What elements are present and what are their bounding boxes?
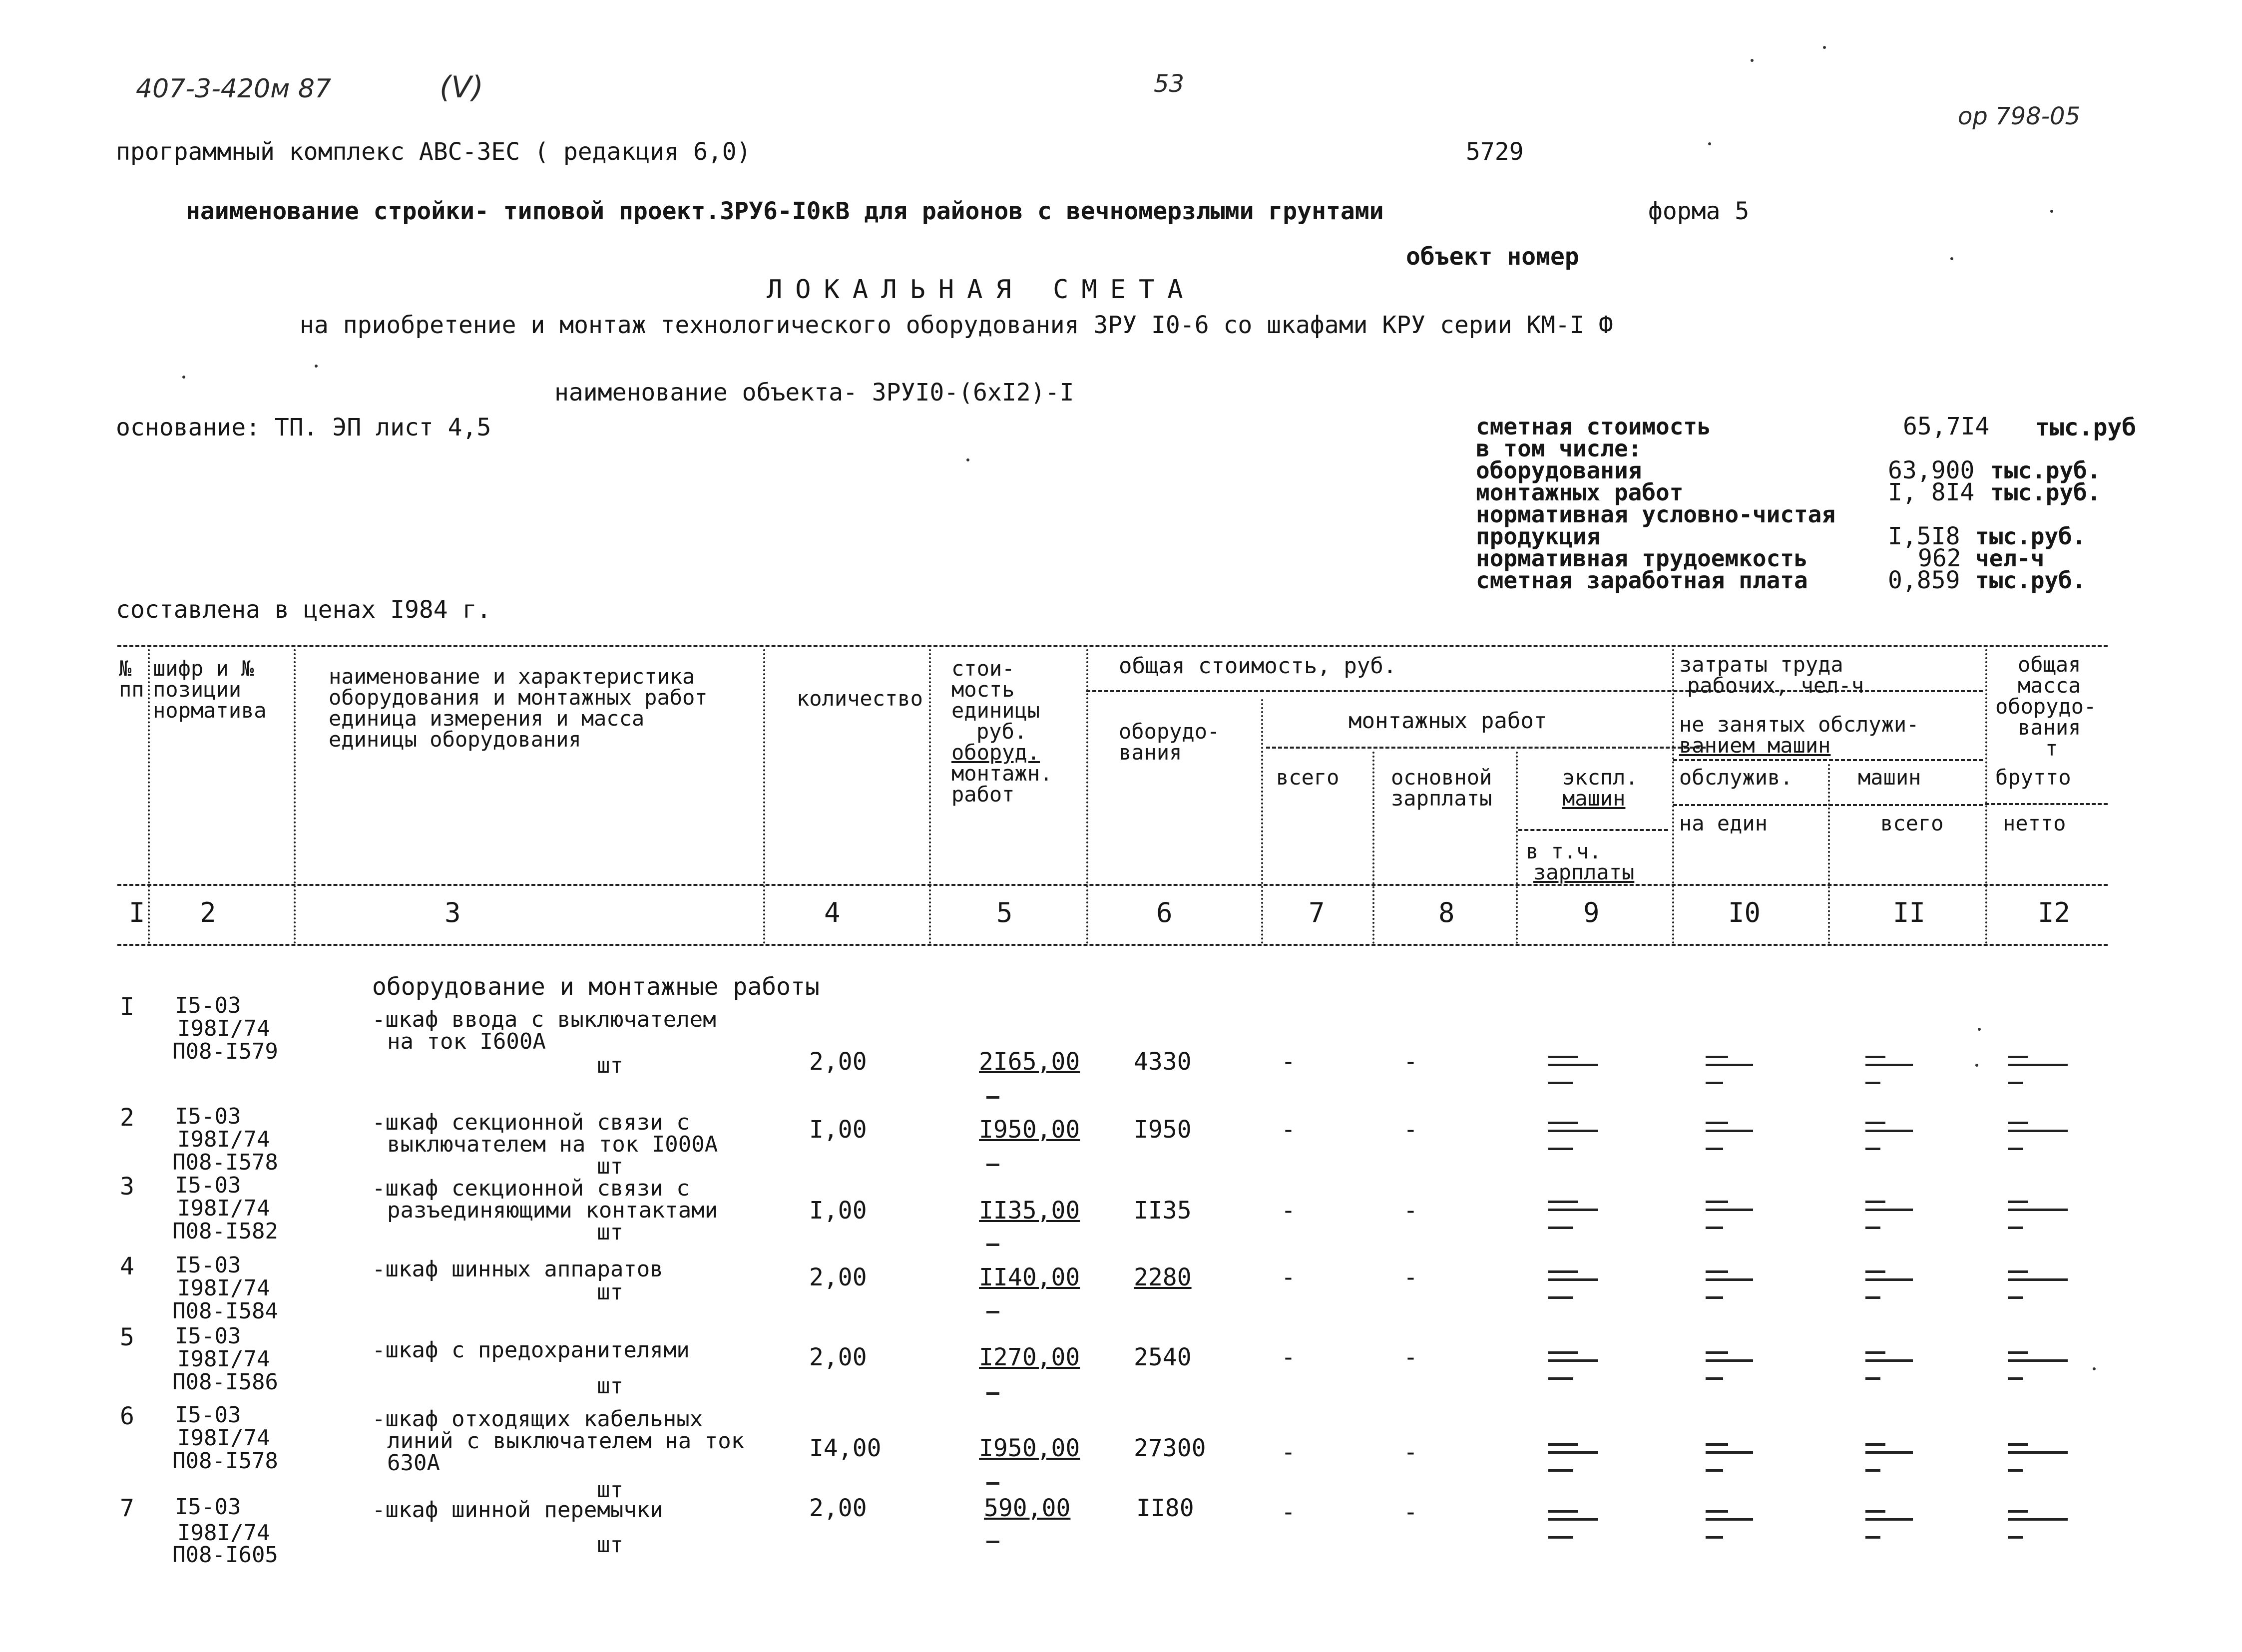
column-number: 9 — [1583, 897, 1600, 928]
empty-cell-rule — [1548, 1278, 1598, 1281]
col-sep — [148, 649, 150, 944]
empty-cell-dash — [1548, 1536, 1573, 1539]
col12-line: общая — [2018, 652, 2081, 677]
row-col8: - — [1403, 1048, 1418, 1076]
empty-cell-rule — [1865, 1278, 1913, 1281]
row-quantity: 2,00 — [809, 1048, 867, 1076]
price-sub-dash — [986, 1482, 999, 1485]
row-total: 2280 — [1134, 1263, 1192, 1291]
row-code-line: I5-03 — [175, 1104, 241, 1129]
empty-cell-dash — [2008, 1351, 2028, 1354]
row-col7: - — [1281, 1498, 1296, 1526]
empty-cell-rule — [1706, 1451, 1753, 1454]
row-total: I950 — [1134, 1116, 1192, 1144]
col5-line: работ — [951, 782, 1015, 807]
scan-speck — [1708, 142, 1711, 145]
row-unit-price: II40,00 — [979, 1263, 1080, 1291]
row-number: 4 — [120, 1252, 134, 1280]
row-total: 27300 — [1134, 1434, 1206, 1462]
summary-value: I,5I8 — [1888, 522, 1960, 550]
scan-speck — [1950, 257, 1953, 260]
row-unit: шт — [597, 1154, 623, 1179]
row-code-line: I98I/74 — [177, 1346, 270, 1372]
empty-cell-dash — [2008, 1122, 2028, 1124]
cost-group-title: общая стоимость, руб. — [1119, 653, 1397, 679]
row-unit: шт — [597, 1220, 623, 1245]
software-line: программный комплекс АВС-3ЕС ( редакция 6,0) — [116, 138, 751, 166]
scan-speck — [182, 376, 185, 379]
col7-line: всего — [1276, 765, 1340, 790]
empty-cell-rule — [1865, 1209, 1913, 1211]
row-unit: шт — [597, 1053, 623, 1078]
column-number: I — [129, 897, 145, 928]
col-sep — [1828, 764, 1830, 944]
mass-rule — [1985, 803, 2108, 805]
summary-label: нормативная трудоемкость — [1476, 545, 1808, 572]
row-code-line: П08-I578 — [172, 1150, 278, 1175]
row-unit-price: II35,00 — [979, 1197, 1080, 1225]
row-code-line: I98I/74 — [177, 1127, 270, 1152]
empty-cell-dash — [1706, 1296, 1723, 1299]
empty-cell-rule — [1548, 1130, 1598, 1132]
empty-cell-rule — [2008, 1359, 2068, 1362]
empty-cell-rule — [1706, 1130, 1753, 1132]
row-name-line: разъединяющими контактами — [387, 1198, 718, 1223]
row-name-line: -шкаф с предохранителями — [372, 1337, 690, 1363]
row-quantity: I,00 — [809, 1197, 867, 1225]
col-sep — [1086, 649, 1088, 944]
empty-cell-dash — [1706, 1082, 1723, 1084]
row-col8: - — [1403, 1263, 1418, 1291]
col8-line: зарплаты — [1391, 786, 1492, 811]
document-title: ЛОКАЛЬНАЯ СМЕТА — [767, 275, 1196, 305]
row-quantity: I4,00 — [809, 1434, 882, 1462]
column-number: I2 — [2038, 897, 2071, 928]
row-code-line: I98I/74 — [177, 1425, 270, 1451]
row-total: 2540 — [1134, 1343, 1192, 1371]
row-unit: шт — [597, 1532, 623, 1558]
empty-cell-dash — [1548, 1443, 1578, 1446]
summary-label: сметная заработная плата — [1476, 567, 1808, 594]
empty-cell-rule — [2008, 1209, 2068, 1211]
empty-cell-dash — [2008, 1056, 2028, 1058]
empty-cell-dash — [1548, 1201, 1578, 1203]
empty-cell-rule — [2008, 1518, 2068, 1521]
empty-cell-dash — [1548, 1351, 1578, 1354]
row-name-line: -шкаф секционной связи с — [372, 1110, 690, 1135]
row-unit-price: I270,00 — [979, 1343, 1080, 1371]
empty-cell-rule — [2008, 1451, 2068, 1454]
row-code-line: П08-I584 — [172, 1298, 278, 1324]
row-name-line: 630А — [387, 1450, 440, 1476]
summary-label: продукция — [1476, 523, 1601, 550]
scan-speck — [2093, 1367, 2096, 1370]
summary-value: 65,7I4 — [1903, 413, 1990, 440]
row-name-line: -шкаф секционной связи с — [372, 1176, 690, 1201]
table-top-rule — [117, 645, 2108, 647]
empty-cell-dash — [1865, 1201, 1885, 1203]
numbers-bottom-rule — [117, 944, 2108, 946]
empty-cell-dash — [2008, 1443, 2028, 1446]
col5-line: руб. — [976, 719, 1027, 744]
empty-cell-dash — [1706, 1056, 1728, 1058]
row-code-line: I5-03 — [175, 1323, 241, 1349]
row-code-line: I98I/74 — [177, 1016, 270, 1041]
row-unit: шт — [597, 1373, 623, 1399]
row-quantity: 2,00 — [809, 1263, 867, 1291]
col3-line: единицы оборудования — [329, 727, 581, 752]
col12-line: вания — [2018, 715, 2081, 740]
row-unit: шт — [597, 1279, 623, 1305]
row-col7: - — [1281, 1048, 1296, 1076]
empty-cell-dash — [1865, 1270, 1885, 1273]
empty-cell-rule — [1548, 1518, 1598, 1521]
prices-line: составлена в ценах I984 г. — [116, 596, 491, 624]
column-number: I0 — [1728, 897, 1761, 928]
empty-cell-rule — [1548, 1359, 1598, 1362]
price-sub-dash — [986, 1096, 999, 1099]
row-code-line: I98I/74 — [177, 1196, 270, 1221]
summary-value: I, 8I4 — [1888, 478, 1975, 506]
handwritten-page-number: 53 — [1154, 70, 1185, 98]
empty-cell-rule — [1548, 1209, 1598, 1211]
col11-line: всего — [1880, 811, 1944, 835]
row-col8: - — [1403, 1438, 1418, 1466]
price-sub-dash — [986, 1541, 999, 1543]
price-sub-dash — [986, 1243, 999, 1246]
row-col7: - — [1281, 1343, 1296, 1371]
summary-unit: тыс.руб. — [1990, 479, 2101, 506]
col4-line: количество — [797, 686, 923, 711]
empty-cell-dash — [1548, 1270, 1578, 1273]
empty-cell-dash — [1706, 1148, 1723, 1150]
empty-cell-dash — [1865, 1056, 1885, 1058]
handwritten-code: 407-3-420м 87 — [136, 74, 332, 104]
column-number: 4 — [824, 897, 841, 928]
scan-speck — [1975, 1064, 1978, 1067]
col5-line: оборуд. — [951, 740, 1040, 765]
empty-cell-dash — [1865, 1443, 1885, 1446]
row-unit-price: 2I65,00 — [979, 1048, 1080, 1076]
empty-cell-dash — [2008, 1201, 2028, 1203]
row-col7: - — [1281, 1116, 1296, 1144]
col5-line: стои- — [951, 656, 1015, 681]
row-total: II35 — [1134, 1197, 1192, 1225]
expl-rule — [1518, 829, 1668, 831]
col1-line: пп — [119, 677, 144, 702]
row-quantity: I,00 — [809, 1116, 867, 1144]
document-number: 5729 — [1466, 138, 1524, 166]
row-number: 5 — [120, 1323, 134, 1351]
row-code-line: П08-I586 — [172, 1369, 278, 1395]
row-name-line: линий с выключателем на ток — [387, 1428, 745, 1454]
summary-unit: чел-ч — [1975, 545, 2045, 572]
empty-cell-rule — [1865, 1130, 1913, 1132]
row-total: II80 — [1136, 1494, 1194, 1522]
col2-line: норматива — [153, 698, 267, 723]
col-sep — [929, 649, 931, 944]
empty-cell-rule — [1548, 1451, 1598, 1454]
col12-line: т — [2045, 736, 2058, 761]
col12-line: брутто — [1995, 765, 2071, 790]
empty-cell-dash — [1706, 1510, 1728, 1513]
empty-cell-dash — [1865, 1351, 1885, 1354]
scan-speck — [1978, 1028, 1981, 1031]
empty-cell-rule — [1865, 1064, 1913, 1066]
column-number: 5 — [996, 897, 1013, 928]
col3-line: единица измерения и масса — [329, 706, 645, 731]
col9-line: экспл. — [1562, 765, 1638, 790]
empty-cell-dash — [1548, 1469, 1573, 1472]
summary-value: 962 — [1918, 544, 1961, 572]
row-code-line: I5-03 — [175, 1252, 241, 1278]
column-number: 7 — [1309, 897, 1325, 928]
col9b-line: в т.ч. — [1526, 839, 1602, 863]
empty-cell-rule — [1706, 1278, 1753, 1281]
row-col8: - — [1403, 1197, 1418, 1225]
row-col7: - — [1281, 1197, 1296, 1225]
row-code-line: П08-I578 — [172, 1448, 278, 1474]
form-label: форма 5 — [1648, 197, 1750, 225]
empty-cell-dash — [1706, 1122, 1728, 1124]
column-number: 8 — [1438, 897, 1455, 928]
empty-cell-dash — [2008, 1469, 2023, 1472]
empty-cell-dash — [1548, 1377, 1573, 1380]
row-unit-price: 590,00 — [984, 1494, 1071, 1522]
section-title: оборудование и монтажные работы — [372, 973, 820, 1001]
empty-cell-dash — [1706, 1351, 1728, 1354]
col5-line: мость — [951, 677, 1015, 702]
empty-cell-dash — [2008, 1148, 2023, 1150]
empty-cell-dash — [2008, 1270, 2028, 1273]
row-unit: шт — [597, 1477, 623, 1503]
summary-unit: тыс.руб. — [1975, 523, 2086, 550]
summary-label: монтажных работ — [1476, 479, 1684, 506]
row-unit-price: I950,00 — [979, 1434, 1080, 1462]
col10-line: на един — [1679, 811, 1768, 835]
summary-label: в том числе: — [1476, 435, 1642, 462]
scan-speck — [1751, 59, 1754, 62]
empty-cell-rule — [1706, 1064, 1753, 1066]
empty-cell-dash — [1706, 1201, 1728, 1203]
col2-line: позиции — [153, 677, 242, 702]
row-col8: - — [1403, 1116, 1418, 1144]
empty-cell-dash — [2008, 1536, 2023, 1539]
col-sep — [1372, 752, 1374, 944]
col8-line: основной — [1391, 765, 1492, 790]
col12-line: нетто — [2003, 811, 2066, 835]
summary-unit: тыс.руб. — [1975, 567, 2086, 594]
row-col7: - — [1281, 1263, 1296, 1291]
summary-label: оборудования — [1476, 457, 1642, 484]
empty-cell-dash — [2008, 1227, 2023, 1229]
empty-cell-dash — [1865, 1148, 1880, 1150]
row-quantity: 2,00 — [809, 1494, 867, 1522]
empty-cell-dash — [1548, 1510, 1578, 1513]
handwritten-inventory: ор 798-05 — [1958, 102, 2081, 130]
empty-cell-dash — [1706, 1377, 1723, 1380]
labor-sub-line: не занятых обслужи- — [1679, 712, 1919, 737]
summary-label: нормативная условно-чистая — [1476, 501, 1836, 528]
empty-cell-dash — [1865, 1377, 1880, 1380]
summary-unit: тыс.руб. — [1990, 457, 2101, 484]
col6-line: вания — [1119, 740, 1182, 765]
labor-group-line: рабочих, чел-ч — [1687, 673, 1864, 698]
empty-cell-dash — [2008, 1510, 2028, 1513]
column-number: II — [1893, 897, 1926, 928]
row-number: I — [120, 993, 134, 1021]
empty-cell-dash — [1865, 1536, 1880, 1539]
row-number: 6 — [120, 1402, 134, 1430]
handwritten-variant: (V) — [440, 70, 483, 105]
col9-line: машин — [1562, 786, 1626, 811]
empty-cell-rule — [2008, 1278, 2068, 1281]
empty-cell-rule — [1865, 1518, 1913, 1521]
column-number: 2 — [200, 897, 216, 928]
mont-group-title: монтажных работ — [1348, 708, 1547, 734]
empty-cell-rule — [1548, 1064, 1598, 1066]
row-code-line: I98I/74 — [177, 1275, 270, 1301]
col11-line: машин — [1858, 765, 1921, 790]
scan-speck — [1823, 46, 1826, 49]
object-number-label: объект номер — [1406, 243, 1579, 271]
empty-cell-dash — [1548, 1082, 1573, 1084]
empty-cell-rule — [1706, 1359, 1753, 1362]
empty-cell-dash — [1548, 1296, 1573, 1299]
empty-cell-dash — [1706, 1227, 1723, 1229]
empty-cell-dash — [1865, 1082, 1880, 1084]
estimate-purpose: на приобретение и монтаж технологического оборудования ЗРУ I0-6 со шкафами КРУ серии КМ-I Ф — [300, 311, 1613, 339]
empty-cell-dash — [1706, 1469, 1723, 1472]
row-code-line: I5-03 — [175, 1402, 241, 1428]
row-code-line: П08-I579 — [172, 1039, 278, 1064]
labor-sub-rule — [1673, 759, 1983, 761]
scan-speck — [315, 365, 318, 368]
empty-cell-dash — [1548, 1148, 1573, 1150]
col5-line: единицы — [951, 698, 1040, 723]
row-number: 7 — [120, 1494, 134, 1522]
summary-unit: тыс.руб — [2035, 413, 2137, 441]
row-name-line: -шкаф шинной перемычки — [372, 1497, 663, 1523]
empty-cell-dash — [2008, 1377, 2023, 1380]
scan-speck — [966, 458, 969, 461]
empty-cell-rule — [1706, 1209, 1753, 1211]
empty-cell-dash — [2008, 1082, 2023, 1084]
col-sep — [1672, 649, 1674, 944]
construction-name: наименование стройки- типовой проект.ЗРУ6-I0кВ для районов с вечномерзлыми грунтами — [186, 197, 1384, 225]
col5-line: монтажн. — [951, 761, 1053, 786]
price-sub-dash — [986, 1311, 999, 1313]
col-sep — [1261, 699, 1263, 944]
column-number: 3 — [445, 897, 461, 928]
row-quantity: 2,00 — [809, 1343, 867, 1371]
empty-cell-dash — [1548, 1122, 1578, 1124]
row-number: 3 — [120, 1173, 134, 1201]
col9b-line: зарплаты — [1533, 860, 1635, 884]
labor-group-line: затраты труда — [1679, 652, 1843, 677]
row-name-line: -шкаф отходящих кабельных — [372, 1406, 703, 1432]
price-sub-dash — [986, 1392, 999, 1395]
empty-cell-rule — [2008, 1064, 2068, 1066]
row-total: 4330 — [1134, 1048, 1192, 1076]
empty-cell-dash — [1548, 1227, 1573, 1229]
empty-cell-dash — [2008, 1296, 2023, 1299]
empty-cell-dash — [1865, 1469, 1880, 1472]
row-name-line: выключателем на ток I000А — [387, 1132, 718, 1157]
col2-line: шифр и № — [153, 656, 254, 681]
empty-cell-dash — [1706, 1270, 1728, 1273]
row-code-line: П08-I582 — [172, 1219, 278, 1244]
col-sep — [294, 649, 296, 944]
row-name-line: -шкаф ввода с выключателем — [372, 1007, 716, 1032]
row-name-line: на ток I600А — [387, 1029, 546, 1054]
row-name-line: -шкаф шинных аппаратов — [372, 1256, 663, 1282]
empty-cell-rule — [2008, 1130, 2068, 1132]
row-col8: - — [1403, 1343, 1418, 1371]
price-sub-dash — [986, 1164, 999, 1166]
row-code-line: I5-03 — [175, 993, 241, 1018]
row-number: 2 — [120, 1104, 134, 1132]
object-name: наименование объекта- ЗРУI0-(6xI2)-I — [554, 379, 1074, 407]
col-sep — [1516, 752, 1518, 944]
row-col8: - — [1403, 1498, 1418, 1526]
labor-sub-line: ванием машин — [1679, 733, 1831, 758]
empty-cell-rule — [1865, 1359, 1913, 1362]
summary-value: 63,900 — [1888, 456, 1975, 484]
col6-line: оборудо- — [1119, 719, 1220, 744]
basis-line: основание: ТП. ЭП лист 4,5 — [116, 413, 491, 441]
row-code-line: П08-I605 — [172, 1542, 278, 1568]
column-number: 6 — [1156, 897, 1173, 928]
row-col7: - — [1281, 1438, 1296, 1466]
empty-cell-rule — [1865, 1451, 1913, 1454]
empty-cell-dash — [1865, 1510, 1885, 1513]
empty-cell-rule — [1706, 1518, 1753, 1521]
col3-line: оборудования и монтажных работ — [329, 685, 708, 710]
scan-speck — [2050, 210, 2053, 213]
empty-cell-dash — [1865, 1122, 1885, 1124]
header-bottom-rule — [117, 884, 2108, 886]
mont-group-rule — [1266, 747, 1706, 749]
col12-line: масса — [2018, 673, 2081, 698]
col3-line: наименование и характеристика — [329, 664, 695, 689]
row-code-line: I98I/74 — [177, 1520, 270, 1546]
empty-cell-dash — [1706, 1536, 1723, 1539]
summary-value: 0,859 — [1888, 566, 1960, 594]
row-code-line: I5-03 — [175, 1494, 241, 1520]
col1-line: № — [119, 656, 132, 681]
summary-label: сметная стоимость — [1476, 413, 1711, 440]
row-unit-price: I950,00 — [979, 1116, 1080, 1144]
col-sep — [1985, 649, 1987, 944]
col10-line: обслужив. — [1679, 765, 1793, 790]
empty-cell-dash — [1865, 1296, 1880, 1299]
empty-cell-dash — [1706, 1443, 1728, 1446]
row-code-line: I5-03 — [175, 1173, 241, 1198]
empty-cell-dash — [1548, 1056, 1578, 1058]
col12-line: оборудо- — [1995, 694, 2097, 719]
empty-cell-dash — [1865, 1227, 1880, 1229]
col-sep — [763, 649, 765, 944]
